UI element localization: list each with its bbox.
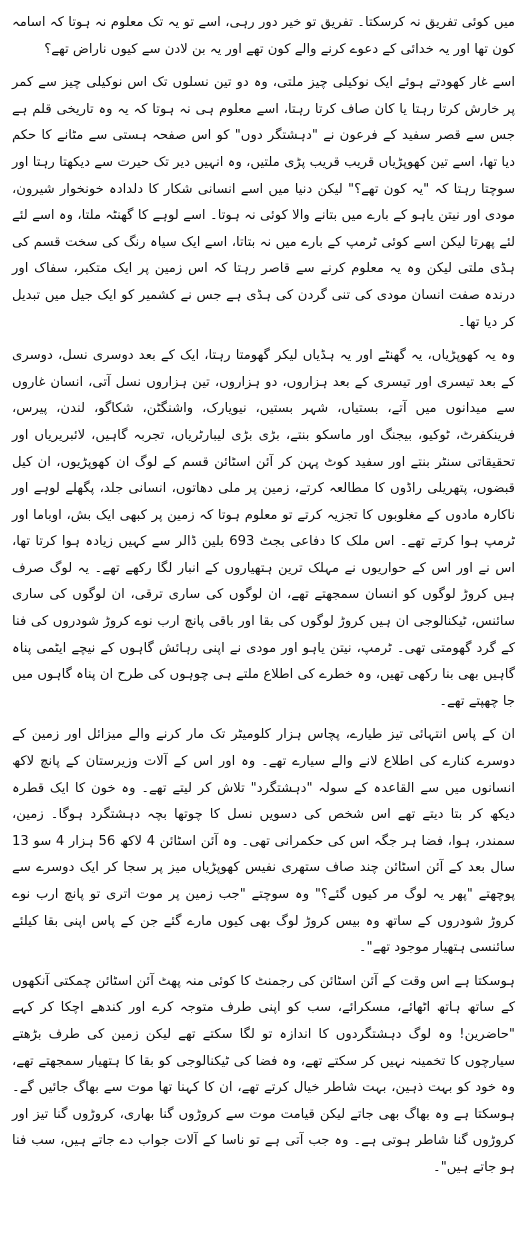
article-paragraph-2: اسے غار کھودتے ہوئے ایک نوکیلی چیز ملتی، وہ دو تین نسلوں تک اس نوکیلی چیز سے کمر پر خارش کرتا رہتا یا کان صاف کرتا رہتا، اسے معلوم ہی نہ ہوتا کہ یہ وہ تاریخی قلم ہے جس سے قصر سفید کے فرعون نے "دہشتگر دوں" کو اس صفحہ ہستی سے مٹانے کا حکم دیا تھا، اسے تین کھوپڑیاں قریب قریب پڑی ملتیں، وہ انہیں دیر تک حیرت سے دیکھتا رہتا اور سوچتا رہتا کہ "یہ کون تھے؟" لیکن دنیا میں اسے انسانی شکار کا دلدادہ خونخوار شیرون، مودی اور نیتن یاہو کے بارے میں بتانے والا کوئی نہ ہوتا۔ اسے لوہے کا گھنٹہ ملتا، وہ اسے لئے لئے پھرتا لیکن اسے کوئی ٹرمپ کے بارے میں نہ بتاتا، اسے ایک سیاہ رنگ کی سخت قسم کی ہڈی ملتی لیکن وہ یہ معلوم کرنے سے قاصر رہتا کہ اس زمین پر ایک متکبر، سفاک اور درندہ صفت انسان مودی کی تنی گردن کی ہڈی ہے جس نے کشمیر کو ایک جیل میں تبدیل کر دیا تھا۔ [12, 75, 515, 330]
article-paragraph-4: ان کے پاس انتہائی تیز طیارے، پچاس ہزار کلومیٹر تک مار کرنے والے میزائل اور زمین کے دوسرے کنارے کی اطلاع لانے والے سیارے تھے۔ وہ اور اس کے آلات وزیرستان کے پانچ لاکھ انسانوں میں سے القاعدہ کے سولہ "دہشتگرد" تلاش کر لیتے تھے۔ وہ خون کا ایک قطرہ دیکھ کر بتا دیتے تھے اس شخص کی دسویں نسل کا چوتھا بچہ دہشتگرد ہوگا۔ زمین، سمندر، ہوا، فضا ہر جگہ اس کی حکمرانی تھی۔ وہ آئن اسٹائن 4 لاکھ 56 ہزار 4 سو 13 سال بعد کے آئن اسٹائن چند صاف ستھری نفیس کھوپڑیاں میز پر سجا کر ایک دوسرے سے پوچھتے "پھر یہ لوگ مر کیوں گئے؟" وہ سوچتے "جب زمین پر موت اتری تو پانچ ارب نوے کروڑ شودروں کے ساتھ وہ بیس کروڑ لوگ بھی کیوں مارے گئے جن کے پاس اپنی بقا کیلئے سائنسی ہتھیار موجود تھے"۔ [12, 727, 516, 956]
article-paragraph-3: وہ یہ کھوپڑیاں، یہ گھنٹے اور یہ ہڈیاں لیکر گھومتا رہتا، ایک کے بعد دوسری نسل، دوسری کے بعد تیسری اور تیسری کے بعد ہزاروں، دو ہزاروں، تین ہزاروں نسل آتی، انسان غاروں سے میدانوں میں آتے، بستیاں، شہر بستیں، نیویارک، واشنگٹن، شکاگو، لندن، پیرس، فرینکفرٹ، ٹوکیو، بیجنگ اور ماسکو بنتے، بڑی بڑی لیبارٹریاں، تجربہ گاہیں، لائبریریاں اور تحقیقاتی سنٹر بنتے اور سفید کوٹ پہن کر آئن اسٹائن قسم کے لوگ ان کھوپڑیوں، ان کیل قبضوں، پتھریلی راڈوں کا مطالعہ کرتے، زمین پر ملی دھاتوں، انسانی جلد، پگھلے لوہے اور ناکارہ مادوں کے مغلوبوں کا تجزیہ کرتے تو معلوم ہوتا کہ زمین پر کبھی ایک بش، اوباما اور ٹرمپ ہوا کرتے تھے۔ اس ملک کا دفاعی بجٹ 693 بلین ڈالر سے کہیں زیادہ ہوا کرتا تھا، اس نے اور اس کے حواریوں نے مہلک ترین ہتھیاروں کے انبار لگا رکھے تھے۔ یہ لوگ صرف ہیں کروڑ لوگوں کو انسان سمجھتے تھے، ان لوگوں کی ساری ترقی، ان لوگوں کی ساری سائنس، ٹیکنالوجی ان ہیں کروڑ لوگوں کی بقا اور باقی پانچ ارب نوے کروڑ شودروں کی فنا کے گرد گھومتی تھی۔ ٹرمپ، نیتن یاہو اور مودی نے اپنی رہائش گاہوں کے نیچے ایٹمی پناہ گاہیں بھی بنا رکھی تھیں، وہ خطرے کی اطلاع ملتے ہی چوہوں کی طرح ان پناہ گاہوں میں جا چھپتے تھے۔ [12, 348, 515, 709]
article-paragraph-5: ہوسکتا ہے اس وقت کے آئن اسٹائن کی رجمنٹ کا کوئی منہ پھٹ آئن اسٹائن چمکتی آنکھوں کے ساتھ ہاتھ اٹھائے، مسکرائے، سب کو اپنی طرف متوجہ کرے اور کندھے اچکا کر کہے "حاضرین! وہ لوگ دہشتگردوں کا اندازہ تو لگا سکتے تھے لیکن زمین کی طرف بڑھتے سیارچوں کا تخمینہ نہیں کر سکتے تھے، وہ فضا کی ٹیکنالوجی کو بقا کا ہتھیار سمجھتے تھے، وہ خود کو بہت ذہین، بہت شاطر خیال کرتے تھے، ان کا کہنا تھا موت سے بھاگ جائیں گے۔ ہوسکتا ہے وہ بھاگ بھی جاتے لیکن قیامت موت سے کروڑوں گنا بھاری، کروڑوں گنا تیز اور کروڑوں گنا شاطر ہوتی ہے۔ وہ جب آتی ہے تو ناسا کے آلات جواب دے جاتے ہیں، سب فنا ہو جاتے ہیں"۔ [12, 973, 515, 1175]
article-paragraph-1: میں کوئی تفریق نہ کرسکتا۔ تفریق تو خیر دور رہی، اسے تو یہ تک معلوم نہ ہوتا کہ اسامہ کون تھا اور یہ خدائی کے دعوے کرنے والے کون تھے اور یہ بن لادن سے کیوں ناراض تھے؟ [12, 15, 515, 57]
